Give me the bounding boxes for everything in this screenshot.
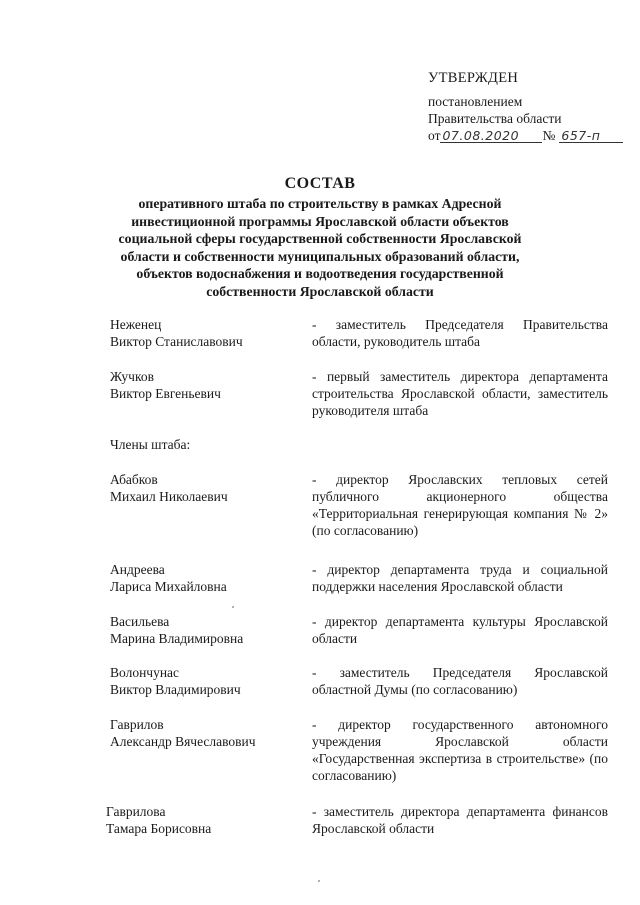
member-surname: Васильева xyxy=(110,614,170,629)
member-name xyxy=(110,561,290,595)
approval-date-line xyxy=(428,127,628,144)
member-given-name: Михаил Николаевич xyxy=(110,489,228,504)
scan-speck xyxy=(232,606,234,608)
member-role: - заместитель директора департамента финансов Ярославской области xyxy=(312,804,608,836)
member-given-name: Лариса Михайловна xyxy=(110,579,227,594)
member-given-name: Виктор Владимирович xyxy=(110,682,241,697)
member-given-name: Виктор Евгеньевич xyxy=(110,386,221,401)
member-name xyxy=(110,664,290,698)
member-given-name: Виктор Станиславович xyxy=(110,334,243,349)
member-name xyxy=(110,613,290,647)
document-subtitle: оперативного штаба по строительству в рамках Адресной инвестиционной программы Ярославской области объектов социальной сферы государственной собственности Ярославской области и собственности муниципальных образований области, объектов водоснабжения и водоотведения государственной собственности Ярославской области xyxy=(118,196,522,299)
member-name xyxy=(110,316,290,350)
member-surname: Жучков xyxy=(110,369,154,384)
approval-from: от xyxy=(428,128,441,143)
approval-line-1: постановлением xyxy=(428,94,523,109)
member-surname: Неженец xyxy=(110,317,162,332)
member-surname: Гаврилова xyxy=(106,804,166,819)
member-given-name: Александр Вячеславович xyxy=(110,734,256,749)
member-name xyxy=(106,803,286,837)
member-role: - заместитель Председателя Ярославской областной Думы (по согласованию) xyxy=(312,665,608,697)
approval-number: 657-п xyxy=(559,129,623,143)
member-given-name: Тамара Борисовна xyxy=(106,821,212,836)
approval-block xyxy=(428,70,628,144)
members-label: Члены штаба: xyxy=(110,437,191,452)
approval-title: УТВЕРЖДЕН xyxy=(428,70,519,86)
approval-number-sign: № xyxy=(542,128,556,143)
member-surname: Гаврилов xyxy=(110,717,164,732)
document-title: СОСТАВ xyxy=(284,175,356,192)
member-role: - первый заместитель директора департамента строительства Ярославской области, заместитель руководителя штаба xyxy=(312,369,608,418)
member-surname: Абабков xyxy=(110,472,158,487)
document-heading xyxy=(100,174,540,300)
member-role: - заместитель Председателя Правительства области, руководитель штаба xyxy=(312,317,608,349)
member-surname: Андреева xyxy=(110,562,165,577)
member-name xyxy=(110,471,290,505)
member-role: - директор департамента культуры Ярославской области xyxy=(312,614,608,646)
member-role: - директор Ярославских тепловых сетей публичного акционерного общества «Территориальная генерирующая компания № 2» (по согласованию) xyxy=(312,472,608,538)
member-name xyxy=(110,368,290,402)
member-surname: Волончунас xyxy=(110,665,180,680)
member-name xyxy=(110,716,290,750)
member-given-name: Марина Владимировна xyxy=(110,631,244,646)
approval-line-2: Правительства области xyxy=(428,111,562,126)
member-role: - директор государственного автономного учреждения Ярославской области «Государственная экспертиза в строительстве» (по согласованию) xyxy=(312,717,608,783)
member-role: - директор департамента труда и социальной поддержки населения Ярославской области xyxy=(312,562,608,594)
approval-date: 07.08.2020 xyxy=(440,129,542,143)
scan-speck xyxy=(318,880,320,882)
